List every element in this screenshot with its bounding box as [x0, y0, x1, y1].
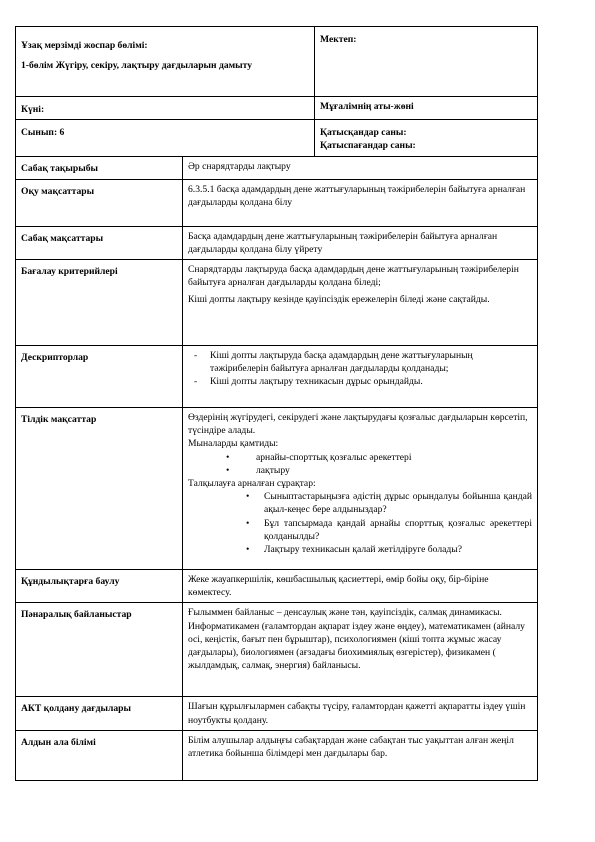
- class-label: Сынып: 6: [16, 120, 315, 156]
- ict-row: [16, 697, 538, 730]
- bullet-icon: •: [246, 491, 250, 503]
- values-label: Құндылықтарға баулу: [16, 570, 183, 603]
- language-cell: [183, 408, 538, 570]
- assessment-cell: [183, 260, 538, 346]
- crosscurricular-row: [16, 603, 538, 697]
- crosscurricular-label: Пәнаралық байланыстар: [16, 603, 183, 697]
- crosscurricular-value: Ғылыммен байланыс – денсаулық және тән, қауіпсіздік, салмақ динамикасы. Информатикамен (ғаламтордан ақпарат іздеу және өңдеу), математикамен (айналу осі, кеңістік, бағыт пен бұрыштар), психологиямен (кіші топта жұмыс жасау дағдылары), биологиямен (ағзадағы биохимиялық өзгерістер), физикамен ( жылдамдық, салмақ, энергия) байланысы.: [183, 603, 538, 697]
- descriptor-item: - Кіші допты лақтыруда басқа адамдардың дене жаттығуларының тәжірибелерін байытуға арналған дағдыларды қолданады;: [194, 350, 473, 375]
- values-value: Жеке жауапкершілік, көшбасшылық қасиеттері, өмір бойы оқу, бір-біріне көмектесу.: [183, 570, 538, 603]
- question-item: • Сыныптастарыңызға әдістің дұрыс орындалуы бойынша қандай ақыл-кеңес бере алдыныздар?: [246, 491, 533, 516]
- topic-label: Сабақ тақырыбы: [16, 156, 183, 179]
- prior-knowledge-row: [16, 730, 538, 780]
- learning-objectives-label: Оқу мақсаттары: [16, 179, 183, 226]
- assessment-label: Бағалау критерийлері: [16, 260, 183, 346]
- assessment-row: [16, 260, 538, 346]
- language-row: [16, 408, 538, 570]
- prior-knowledge-value: Білім алушылар алдыңғы сабақтардан және сабақтан тыс уақыттан алған жеңіл атлетика бойынша білімдері мен дағдылары бар.: [183, 730, 538, 780]
- plan-label: Ұзақ мерзімді жоспар бөлімі:: [21, 40, 148, 51]
- bullet-icon: •: [246, 517, 250, 529]
- ict-value: Шағын құрылғылармен сабақты түсіру, ғаламтордан қажетті ақпаратты іздеу үшін ноутбукты қолдану.: [183, 697, 538, 730]
- teacher-label: Мұғалімнің аты-жөні: [315, 97, 538, 120]
- question-item: • Лақтыру техникасын қалай жетілдіруге болады?: [246, 544, 462, 556]
- date-label: Күні:: [16, 97, 315, 120]
- values-row: [16, 570, 538, 603]
- school-label: Мектеп:: [315, 27, 538, 97]
- present-label: Қатысқандар саны:: [320, 127, 407, 139]
- language-label: Тілдік мақсаттар: [16, 408, 183, 570]
- plan-value: 1-бөлім Жүгіру, секіру, лақтыру дағдыларын дамыту: [21, 60, 253, 72]
- bullet-icon: •: [226, 464, 230, 476]
- plan-cell: [16, 27, 315, 97]
- lesson-objectives-value: Басқа адамдардың дене жаттығуларының тәжірибелерін байытуға арналған дағдыларды қолдана білу үйрету: [183, 226, 538, 259]
- descriptor-item: - Кіші допты лақтыру техникасын дұрыс орындайды.: [194, 376, 423, 388]
- lesson-objectives-row: [16, 226, 538, 259]
- descriptors-label: Дескрипторлар: [16, 346, 183, 408]
- descriptors-cell: [183, 346, 538, 408]
- attendance-cell: [315, 120, 538, 156]
- question-item: • Бұл тапсырмада қандай арнайы спорттық қозғалыс әрекеттері қолданылды?: [246, 517, 533, 542]
- vocab-title: Мыналарды қамтиды:: [188, 438, 279, 450]
- plan-row: [16, 27, 538, 97]
- bullet-icon: •: [226, 451, 230, 463]
- lesson-objectives-label: Сабақ мақсаттары: [16, 226, 183, 259]
- topic-row: [16, 156, 538, 179]
- class-row: [16, 120, 538, 156]
- questions-title: Талқылауға арналған сұрақтар:: [188, 478, 316, 490]
- assessment-criterion-1: Снарядтарды лақтыруда басқа адамдардың дене жаттығуларының тәжірибелерін байытуға арналған дағдыларды қолдана біледі;: [188, 264, 519, 289]
- descriptors-row: [16, 346, 538, 408]
- vocab-item: • арнайы-спорттық қозғалыс әрекеттері: [226, 451, 412, 463]
- learning-objectives-value: 6.3.5.1 басқа адамдардың дене жаттығуларының тәжірибелерін байытуға арналған дағдыларды қолдана білу: [183, 179, 538, 226]
- date-row: [16, 97, 538, 120]
- prior-knowledge-label: Алдын ала білімі: [16, 730, 183, 780]
- vocab-item: • лақтыру: [226, 464, 290, 476]
- lesson-plan-table: [15, 26, 538, 781]
- assessment-criterion-2: Кіші допты лақтыру кезінде қауіпсіздік ережелерін біледі және сақтайды.: [188, 294, 490, 306]
- topic-value: Әр снарядтарды лақтыру: [183, 156, 538, 179]
- bullet-icon: •: [246, 544, 250, 556]
- absent-label: Қатыспағандар саны:: [320, 140, 416, 152]
- learning-objectives-row: [16, 179, 538, 226]
- ict-label: АКТ қолдану дағдылары: [16, 697, 183, 730]
- language-intro: Өздерінің жүгірудегі, секірудегі және лақтырудағы қозғалыс дағдыларын көрсетіп, түсіндіре алады.: [188, 412, 528, 437]
